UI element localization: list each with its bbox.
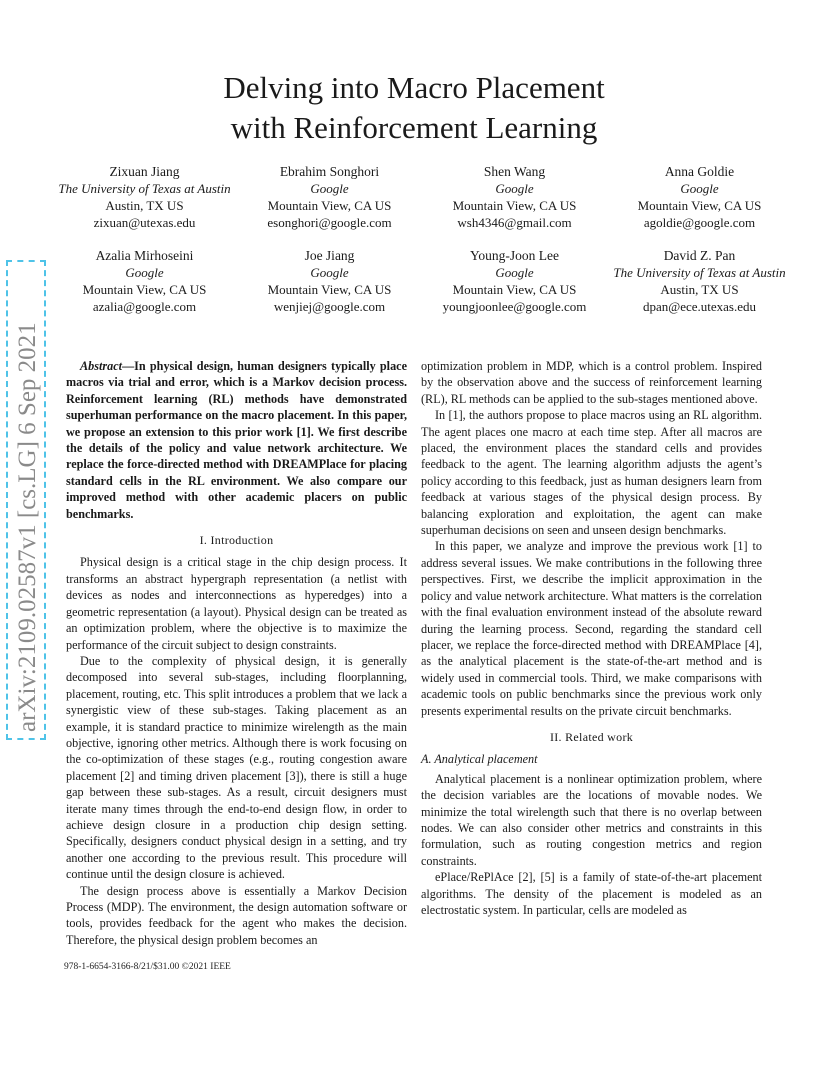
author-email: esonghori@google.com xyxy=(267,215,392,230)
copyright-footer: 978-1-6654-3166-8/21/$31.00 ©2021 IEEE xyxy=(64,962,231,972)
author-location: Mountain View, CA US xyxy=(267,282,392,297)
author-affiliation: The University of Texas at Austin xyxy=(613,265,786,280)
author-block xyxy=(422,247,607,315)
author-email: wenjiej@google.com xyxy=(273,299,386,314)
author-block xyxy=(422,163,607,231)
paragraph: Analytical placement is a nonlinear optimization problem, where the decision variables are the locations of movable nodes. We minimize the total wirelength such that there is no overlap between nodes. We can also consider other metrics and constraints in this formulation, such as routing congestion metrics and region constraints. xyxy=(421,771,762,868)
title-line-1: Delving into Macro Placement xyxy=(223,70,605,105)
paragraph: In [1], the authors propose to place macros using an RL algorithm. The agent places one macro at each time step. After all macros are placed, the environment places the standard cells and provides feedback to the agent. The learning algorithm adjusts the agent’s policy according to this feedback, just as human designers learn from feedback at various stages of the physical design process. By balancing exploration and exploitation, the agent can make superhuman decisions on seen and unseen design benchmarks. xyxy=(421,408,762,538)
author-affiliation: Google xyxy=(495,265,534,280)
author-email: agoldie@google.com xyxy=(643,215,756,230)
author-location: Austin, TX US xyxy=(105,198,184,213)
author-block xyxy=(237,247,422,315)
abstract-label: Abstract xyxy=(80,359,122,373)
author-block xyxy=(52,247,237,315)
author-location: Mountain View, CA US xyxy=(637,198,762,213)
author-affiliation: Google xyxy=(125,265,164,280)
paragraph: Due to the complexity of physical design, it is generally decomposed into several sub-stages, including floorplanning, placement, routing, etc. This split introduces a problem that we lack a synergistic view of these sub-stages. Taking placement as an example, it is standard practice to minimize wirelength as the main objective, ignoring other metrics. Although there is work focusing on the co-optimization of these stages (e.g., routing congestion aware placement [2] and timing driven placement [3]), there is still a huge gap between these sub-stages. As a result, circuit designers must iterate many times through the end-to-end design flow, in order to achieve design closure in a production chip design setting. Specifically, designers conduct physical design in a setting, and try another one according to the previous result. This procedure will continue until the design closure is achieved. xyxy=(66,653,407,882)
author-location: Mountain View, CA US xyxy=(452,198,577,213)
author-affiliation: Google xyxy=(495,181,534,196)
paragraph: In this paper, we analyze and improve the previous work [1] to address several issues. We make contributions in the following three perspectives. First, we describe the implicit approximation in the policy and value network architecture. What matters is the correlation with the final evaluation environment instead of the absolute reward during the learning process. Second, regarding the standard cell placer, we replace the force-directed method with DREAMPlace [4], as the analytical placement is the state-of-the-art method and is widely used in commercial tools. Third, we make comparisons with academic tools on public benchmarks since the previous work only presents experimental results on the private circuit benchmarks. xyxy=(421,539,762,718)
author-name: Joe Jiang xyxy=(304,248,355,263)
paragraph: ePlace/RePlAce [2], [5] is a family of state-of-the-art placement algorithms. The density of the placement is modeled as an electrostatic system. In particular, cells are modeled as xyxy=(421,870,762,917)
author-email: youngjoonlee@google.com xyxy=(442,299,587,314)
arxiv-stamp: arXiv:2109.02587v1 [cs.LG] 6 Sep 2021 xyxy=(6,260,46,740)
abstract-text: —In physical design, human designers typically place macros via trial and error, which is a Markov decision process. Reinforcement learning (RL) methods have demonstrated superhuman performance on the macro placement. In this paper, we propose an extension to this prior work [1]. We first describe the details of the policy and value network architecture. We replace the force-directed method with DREAMPlace for placing standard cells in the RL environment. We also compare our improved method with other academic placers on public benchmarks. xyxy=(66,359,407,521)
author-block xyxy=(607,247,792,315)
author-name: Ebrahim Songhori xyxy=(279,164,380,179)
author-affiliation: Google xyxy=(310,265,349,280)
author-block xyxy=(52,163,237,231)
subsection-heading: A. Analytical placement xyxy=(421,752,538,767)
author-name: Azalia Mirhoseini xyxy=(95,248,194,263)
authors-row-2 xyxy=(52,247,792,315)
section-heading-introduction: I. Introduction xyxy=(199,533,274,548)
author-location: Austin, TX US xyxy=(660,282,739,297)
author-location: Mountain View, CA US xyxy=(452,282,577,297)
author-name: Shen Wang xyxy=(483,164,546,179)
section-heading-related-work: II. Related work xyxy=(549,729,634,744)
author-location: Mountain View, CA US xyxy=(267,198,392,213)
author-email: zixuan@utexas.edu xyxy=(93,215,196,230)
paper-title xyxy=(0,68,828,148)
author-email: wsh4346@gmail.com xyxy=(457,215,572,230)
paragraph: optimization problem in MDP, which is a control problem. Inspired by the observation above and the success of reinforcement learning (RL), RL methods can be applied to the sub-stages mentioned above. xyxy=(421,359,762,406)
author-affiliation: Google xyxy=(680,181,719,196)
left-column xyxy=(66,358,407,948)
author-name: Young-Joon Lee xyxy=(469,248,559,263)
author-affiliation: The University of Texas at Austin xyxy=(58,181,231,196)
paragraph: The design process above is essentially a Markov Decision Process (MDP). The environment, the design automation software or tools, provides feedback for the agent who makes the decision. Therefore, the physical design problem becomes an xyxy=(66,883,407,947)
author-name: Zixuan Jiang xyxy=(109,164,180,179)
title-line-2: with Reinforcement Learning xyxy=(230,110,598,145)
author-email: azalia@google.com xyxy=(92,299,197,314)
abstract xyxy=(66,358,407,522)
paragraph: Physical design is a critical stage in the chip design process. It transforms an abstract hypergraph representation (a netlist with devices as nodes and interconnections as hyperedges) into a geometric representation (a layout). Physical design can be treated as an optimization problem, where the objective is to maximize the performance of the circuit subject to design constraints. xyxy=(66,555,407,652)
author-affiliation: Google xyxy=(310,181,349,196)
author-email: dpan@ece.utexas.edu xyxy=(642,299,757,314)
author-location: Mountain View, CA US xyxy=(82,282,207,297)
author-name: Anna Goldie xyxy=(664,164,735,179)
author-block xyxy=(607,163,792,231)
authors-row-1 xyxy=(52,163,792,231)
right-column xyxy=(421,358,762,918)
author-name: David Z. Pan xyxy=(663,248,736,263)
author-block xyxy=(237,163,422,231)
